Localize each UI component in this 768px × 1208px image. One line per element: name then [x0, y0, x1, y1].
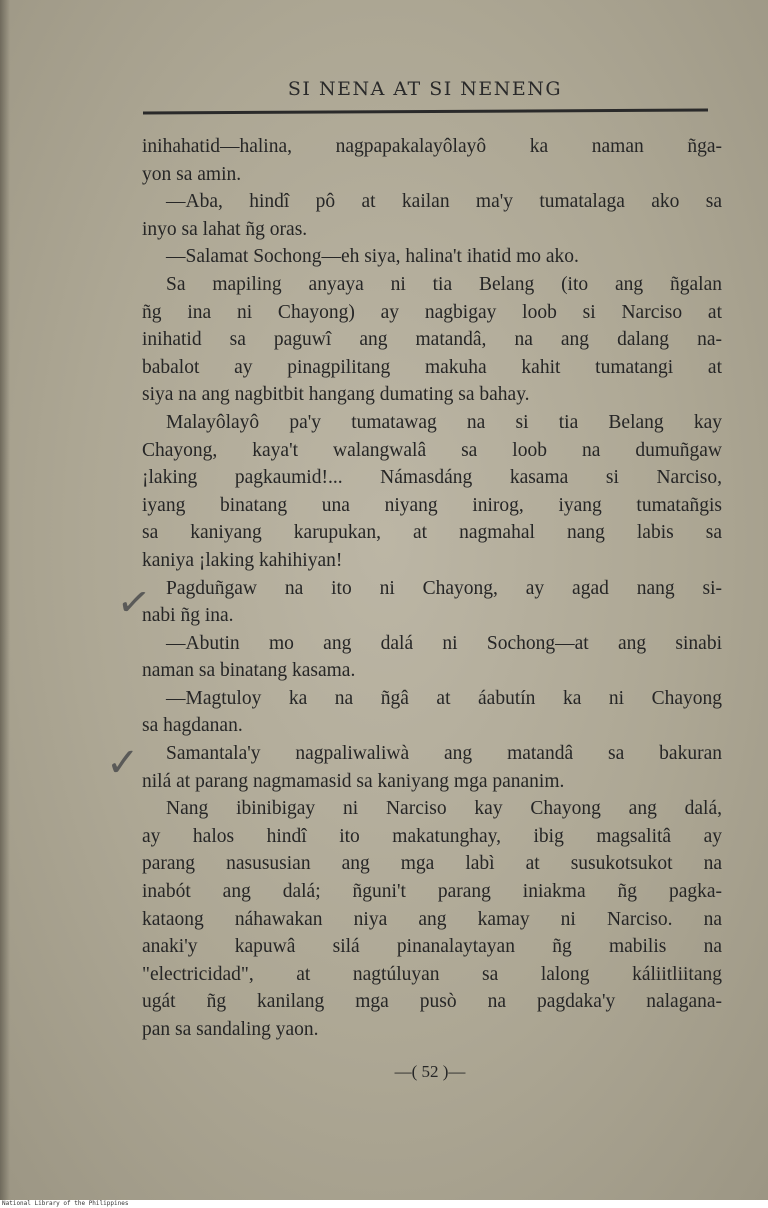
text-line: Samantala'y nagpaliwaliwà ang matandâ sa bakuran [166, 743, 722, 765]
text-line: —Salamat Sochong—eh siya, halina't ihatid mo ako. [166, 246, 579, 268]
page-gutter-shadow [0, 0, 10, 1200]
text-line: parang nasususian ang mga labì at susukotsukot na [142, 853, 722, 875]
text-line: anaki'y kapuwâ silá pinanalaytayan ñg mabilis na [142, 936, 722, 958]
text-line: sa kaniyang karupukan, at nagmahal nang labis sa [142, 522, 722, 544]
text-line: iyang binatang una niyang inirog, iyang tumatañgis [142, 494, 722, 516]
library-credit: National Library of the Philippines [2, 1200, 129, 1207]
text-line: ñg ina ni Chayong) ay nagbigay loob si Narciso at [142, 301, 722, 323]
pencil-check-mark: ✓ [113, 577, 154, 629]
text-line: inyo sa lahat ñg oras. [142, 218, 308, 240]
text-line: Pagduñgaw na ito ni Chayong, ay agad nang si- [166, 577, 722, 599]
text-line: pan sa sandaling yaon. [142, 1019, 319, 1040]
text-line: inihahatid—halina, nagpapakalayôlayô ka naman ñga- [142, 136, 722, 157]
running-head: SI NENA AT SI NENENG [287, 78, 563, 100]
text-line: Nang ibinibigay ni Narciso kay Chayong ang dalá, [166, 798, 722, 820]
body-text [142, 133, 722, 1044]
text-line: —Abutin mo ang dalá ni Sochong—at ang sinabi [166, 632, 722, 654]
text-line: yon sa amin. [142, 163, 242, 185]
text-line: ¡laking pagkaumid!... Námasdáng kasama si Narciso, [142, 467, 722, 489]
text-line: ay halos hindî ito makatunghay, ibig magsalitâ ay [142, 825, 722, 847]
text-line: —Aba, hindî pô at kailan ma'y tumatalaga ako sa [166, 191, 722, 213]
pencil-check-mark: ✓ [106, 740, 140, 786]
text-line: nabi ñg ina. [142, 605, 234, 627]
text-line: nilá at parang nagmamasid sa kaniyang mga pananim. [142, 770, 565, 792]
page-number: —( 52 )— [394, 1062, 466, 1081]
text-line: ugát ñg kanilang mga pusò na pagdaka'y nalagana- [142, 991, 722, 1013]
text-line: —Magtuloy ka na ñgâ at áabutín ka ni Chayong [166, 687, 722, 709]
text-line: kaniya ¡laking kahihiyan! [142, 549, 343, 571]
text-line: inabót ang dalá; ñguni't parang iniakma ñg pagka- [142, 881, 722, 903]
text-line: inihatid sa paguwî ang matandâ, na ang dalang na- [142, 329, 722, 351]
text-line: kataong náhawakan niya ang kamay ni Narciso. na [142, 908, 722, 930]
text-line: Sa mapiling anyaya ni tia Belang (ito ang ñgalan [166, 273, 722, 295]
text-line: naman sa binatang kasama. [142, 660, 356, 682]
text-line: siya na ang nagbitbit hangang dumating sa bahay. [142, 384, 530, 406]
header-rule [143, 109, 708, 115]
text-line: Malayôlayô pa'y tumatawag na si tia Belang kay [166, 411, 722, 433]
text-line: sa hagdanan. [142, 715, 243, 737]
text-line: babalot ay pinagpilitang makuha kahit tumatangi at [142, 356, 722, 378]
text-line: Chayong, kaya't walangwalâ sa loob na dumuñgaw [142, 439, 722, 461]
text-line: "electricidad", at nagtúluyan sa lalong káliitliitang [142, 963, 722, 985]
